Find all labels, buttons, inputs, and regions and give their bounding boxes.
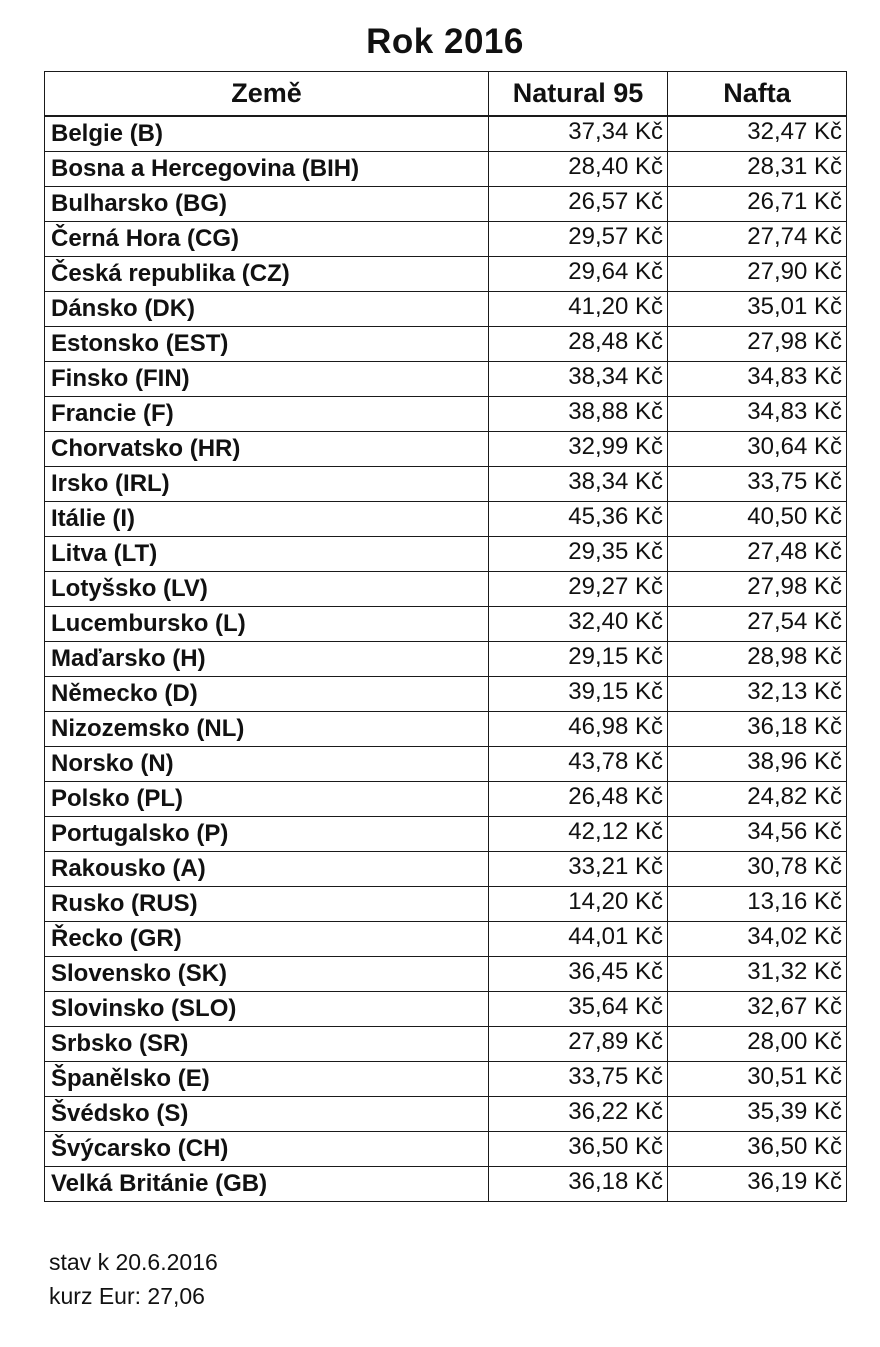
cell-natural95: 32,99 Kč [489, 432, 668, 467]
table-row [45, 1132, 847, 1167]
cell-nafta: 27,90 Kč [668, 257, 847, 292]
note-exchange-rate: kurz Eur: 27,06 [49, 1283, 205, 1309]
cell-country: Rakousko (A) [45, 852, 489, 887]
cell-nafta: 28,98 Kč [668, 642, 847, 677]
cell-country: Itálie (I) [45, 502, 489, 537]
cell-nafta: 27,48 Kč [668, 537, 847, 572]
cell-country: Německo (D) [45, 677, 489, 712]
cell-nafta: 35,01 Kč [668, 292, 847, 327]
cell-country: Černá Hora (CG) [45, 222, 489, 257]
table-row [45, 1167, 847, 1202]
cell-nafta: 13,16 Kč [668, 887, 847, 922]
table-row [45, 677, 847, 712]
table-row [45, 1062, 847, 1097]
cell-country: Slovensko (SK) [45, 957, 489, 992]
table-row [45, 607, 847, 642]
cell-country: Maďarsko (H) [45, 642, 489, 677]
cell-natural95: 33,75 Kč [489, 1062, 668, 1097]
table-row [45, 817, 847, 852]
cell-nafta: 36,18 Kč [668, 712, 847, 747]
table-row [45, 116, 847, 152]
cell-country: Švédsko (S) [45, 1097, 489, 1132]
table-row [45, 712, 847, 747]
cell-nafta: 35,39 Kč [668, 1097, 847, 1132]
cell-nafta: 36,19 Kč [668, 1167, 847, 1202]
cell-natural95: 44,01 Kč [489, 922, 668, 957]
table-row [45, 152, 847, 187]
cell-natural95: 45,36 Kč [489, 502, 668, 537]
table-row [45, 537, 847, 572]
cell-natural95: 37,34 Kč [489, 116, 668, 152]
cell-nafta: 32,67 Kč [668, 992, 847, 1027]
table-row [45, 957, 847, 992]
table-row [45, 922, 847, 957]
cell-country: Řecko (GR) [45, 922, 489, 957]
cell-nafta: 30,78 Kč [668, 852, 847, 887]
table-row [45, 747, 847, 782]
cell-country: Litva (LT) [45, 537, 489, 572]
cell-natural95: 33,21 Kč [489, 852, 668, 887]
cell-natural95: 36,22 Kč [489, 1097, 668, 1132]
note-date: stav k 20.6.2016 [49, 1249, 218, 1275]
cell-natural95: 38,88 Kč [489, 397, 668, 432]
cell-natural95: 26,48 Kč [489, 782, 668, 817]
table-row [45, 467, 847, 502]
cell-country: Česká republika (CZ) [45, 257, 489, 292]
cell-natural95: 27,89 Kč [489, 1027, 668, 1062]
table-row [45, 292, 847, 327]
cell-nafta: 27,98 Kč [668, 327, 847, 362]
cell-natural95: 29,64 Kč [489, 257, 668, 292]
table-row [45, 327, 847, 362]
cell-natural95: 28,40 Kč [489, 152, 668, 187]
cell-nafta: 28,31 Kč [668, 152, 847, 187]
cell-country: Dánsko (DK) [45, 292, 489, 327]
cell-country: Chorvatsko (HR) [45, 432, 489, 467]
cell-natural95: 41,20 Kč [489, 292, 668, 327]
cell-nafta: 30,51 Kč [668, 1062, 847, 1097]
cell-natural95: 14,20 Kč [489, 887, 668, 922]
cell-natural95: 36,45 Kč [489, 957, 668, 992]
table-row [45, 257, 847, 292]
cell-country: Lucembursko (L) [45, 607, 489, 642]
cell-nafta: 27,54 Kč [668, 607, 847, 642]
cell-nafta: 32,13 Kč [668, 677, 847, 712]
table-row [45, 992, 847, 1027]
cell-country: Irsko (IRL) [45, 467, 489, 502]
cell-nafta: 32,47 Kč [668, 116, 847, 152]
cell-nafta: 38,96 Kč [668, 747, 847, 782]
table-row [45, 782, 847, 817]
cell-country: Švýcarsko (CH) [45, 1132, 489, 1167]
table-row [45, 572, 847, 607]
cell-nafta: 33,75 Kč [668, 467, 847, 502]
cell-natural95: 28,48 Kč [489, 327, 668, 362]
table-row [45, 502, 847, 537]
cell-country: Nizozemsko (NL) [45, 712, 489, 747]
table-row [45, 852, 847, 887]
cell-natural95: 36,50 Kč [489, 1132, 668, 1167]
cell-country: Lotyšsko (LV) [45, 572, 489, 607]
fuel-price-table [44, 71, 847, 1202]
cell-country: Finsko (FIN) [45, 362, 489, 397]
cell-country: Velká Británie (GB) [45, 1167, 489, 1202]
cell-nafta: 34,56 Kč [668, 817, 847, 852]
table-row [45, 362, 847, 397]
cell-nafta: 27,74 Kč [668, 222, 847, 257]
cell-nafta: 40,50 Kč [668, 502, 847, 537]
cell-country: Slovinsko (SLO) [45, 992, 489, 1027]
cell-country: Estonsko (EST) [45, 327, 489, 362]
cell-natural95: 35,64 Kč [489, 992, 668, 1027]
table-row [45, 1097, 847, 1132]
table-row [45, 222, 847, 257]
cell-nafta: 28,00 Kč [668, 1027, 847, 1062]
cell-natural95: 29,27 Kč [489, 572, 668, 607]
cell-nafta: 30,64 Kč [668, 432, 847, 467]
cell-nafta: 34,83 Kč [668, 397, 847, 432]
cell-country: Portugalsko (P) [45, 817, 489, 852]
cell-natural95: 29,15 Kč [489, 642, 668, 677]
cell-natural95: 39,15 Kč [489, 677, 668, 712]
cell-nafta: 26,71 Kč [668, 187, 847, 222]
cell-natural95: 46,98 Kč [489, 712, 668, 747]
table-row [45, 1027, 847, 1062]
cell-country: Rusko (RUS) [45, 887, 489, 922]
cell-natural95: 29,57 Kč [489, 222, 668, 257]
cell-country: Francie (F) [45, 397, 489, 432]
cell-natural95: 42,12 Kč [489, 817, 668, 852]
table-row [45, 887, 847, 922]
cell-natural95: 43,78 Kč [489, 747, 668, 782]
header-country: Země [45, 72, 489, 117]
table-row [45, 642, 847, 677]
cell-natural95: 38,34 Kč [489, 362, 668, 397]
cell-nafta: 36,50 Kč [668, 1132, 847, 1167]
cell-nafta: 34,83 Kč [668, 362, 847, 397]
cell-country: Polsko (PL) [45, 782, 489, 817]
table-row [45, 432, 847, 467]
header-nafta: Nafta [668, 72, 847, 117]
cell-country: Španělsko (E) [45, 1062, 489, 1097]
notes [49, 1245, 218, 1313]
cell-country: Bosna a Hercegovina (BIH) [45, 152, 489, 187]
cell-nafta: 34,02 Kč [668, 922, 847, 957]
cell-natural95: 36,18 Kč [489, 1167, 668, 1202]
cell-country: Srbsko (SR) [45, 1027, 489, 1062]
cell-natural95: 29,35 Kč [489, 537, 668, 572]
cell-country: Belgie (B) [45, 116, 489, 152]
cell-nafta: 27,98 Kč [668, 572, 847, 607]
table-header-row [45, 72, 847, 117]
table-body [45, 116, 847, 1202]
cell-nafta: 31,32 Kč [668, 957, 847, 992]
cell-natural95: 32,40 Kč [489, 607, 668, 642]
table-row [45, 187, 847, 222]
cell-country: Norsko (N) [45, 747, 489, 782]
cell-natural95: 38,34 Kč [489, 467, 668, 502]
header-natural95: Natural 95 [489, 72, 668, 117]
cell-natural95: 26,57 Kč [489, 187, 668, 222]
cell-country: Bulharsko (BG) [45, 187, 489, 222]
cell-nafta: 24,82 Kč [668, 782, 847, 817]
table-row [45, 397, 847, 432]
page-title: Rok 2016 [366, 22, 524, 61]
